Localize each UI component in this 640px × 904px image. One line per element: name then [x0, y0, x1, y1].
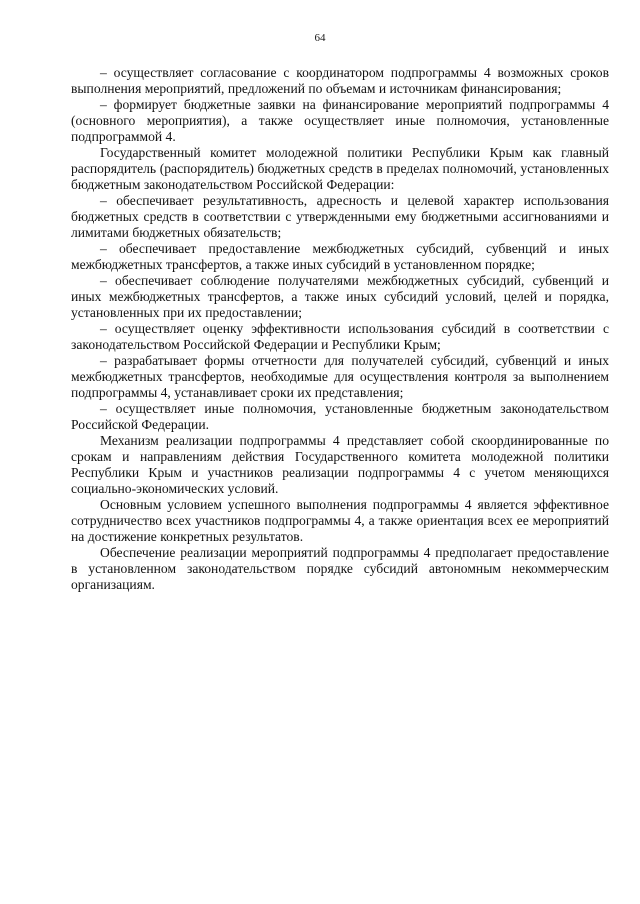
- paragraph-implementation: Обеспечение реализации мероприятий подпрограммы 4 предполагает предоставление в установленном законодательством порядке субсидий автономным некоммерческим организациям.: [71, 545, 609, 592]
- paragraph-compliance: – обеспечивает соблюдение получателями межбюджетных субсидий, субвенций и иных межбюджетных трансфертов, а также иных субсидий условий, целей и порядка, установленных при их предоставлении;: [71, 273, 609, 320]
- paragraph-effectiveness: – обеспечивает результативность, адресность и целевой характер использования бюджетных средств в соответствии с утвержденными ему бюджетными ассигнованиями и лимитами бюджетных обязательств;: [71, 193, 609, 240]
- paragraph-budget-requests: – формирует бюджетные заявки на финансирование мероприятий подпрограммы 4 (основного мероприятия), а также осуществляет иные полномочия, установленные подпрограммой 4.: [71, 97, 609, 144]
- document-body: [71, 65, 609, 593]
- paragraph-subsidies-provision: – обеспечивает предоставление межбюджетных субсидий, субвенций и иных межбюджетных трансфертов, а также иных субсидий в установленном порядке;: [71, 241, 609, 272]
- paragraph-reporting-forms: – разрабатывает формы отчетности для получателей субсидий, субвенций и иных межбюджетных трансфертов, необходимые для осуществления контроля за выполнением подпрограммы 4, устанавливает сроки их представления;: [71, 353, 609, 400]
- page-number: 64: [314, 32, 326, 44]
- paragraph-coordination: – осуществляет согласование с координатором подпрограммы 4 возможных сроков выполнения мероприятий, предложений по объемам и источникам финансирования;: [71, 65, 609, 96]
- paragraph-evaluation: – осуществляет оценку эффективности использования субсидий в соответствии с законодательством Российской Федерации и Республики Крым;: [71, 321, 609, 352]
- paragraph-committee-role: Государственный комитет молодежной политики Республики Крым как главный распорядитель (распорядитель) бюджетных средств в пределах полномочий, установленных бюджетным законодательством Российской Федерации:: [71, 145, 609, 192]
- paragraph-main-condition: Основным условием успешного выполнения подпрограммы 4 является эффективное сотрудничество всех участников подпрограммы 4, а также ориентация всех ее мероприятий на достижение конкретных результатов.: [71, 497, 609, 544]
- paragraph-other-powers: – осуществляет иные полномочия, установленные бюджетным законодательством Российской Федерации.: [71, 401, 609, 432]
- paragraph-mechanism: Механизм реализации подпрограммы 4 представляет собой скоординированные по срокам и направлениям действия Государственного комитета молодежной политики Республики Крым и участников реализации подпрограммы 4 с учетом меняющихся социально-экономических условий.: [71, 433, 609, 496]
